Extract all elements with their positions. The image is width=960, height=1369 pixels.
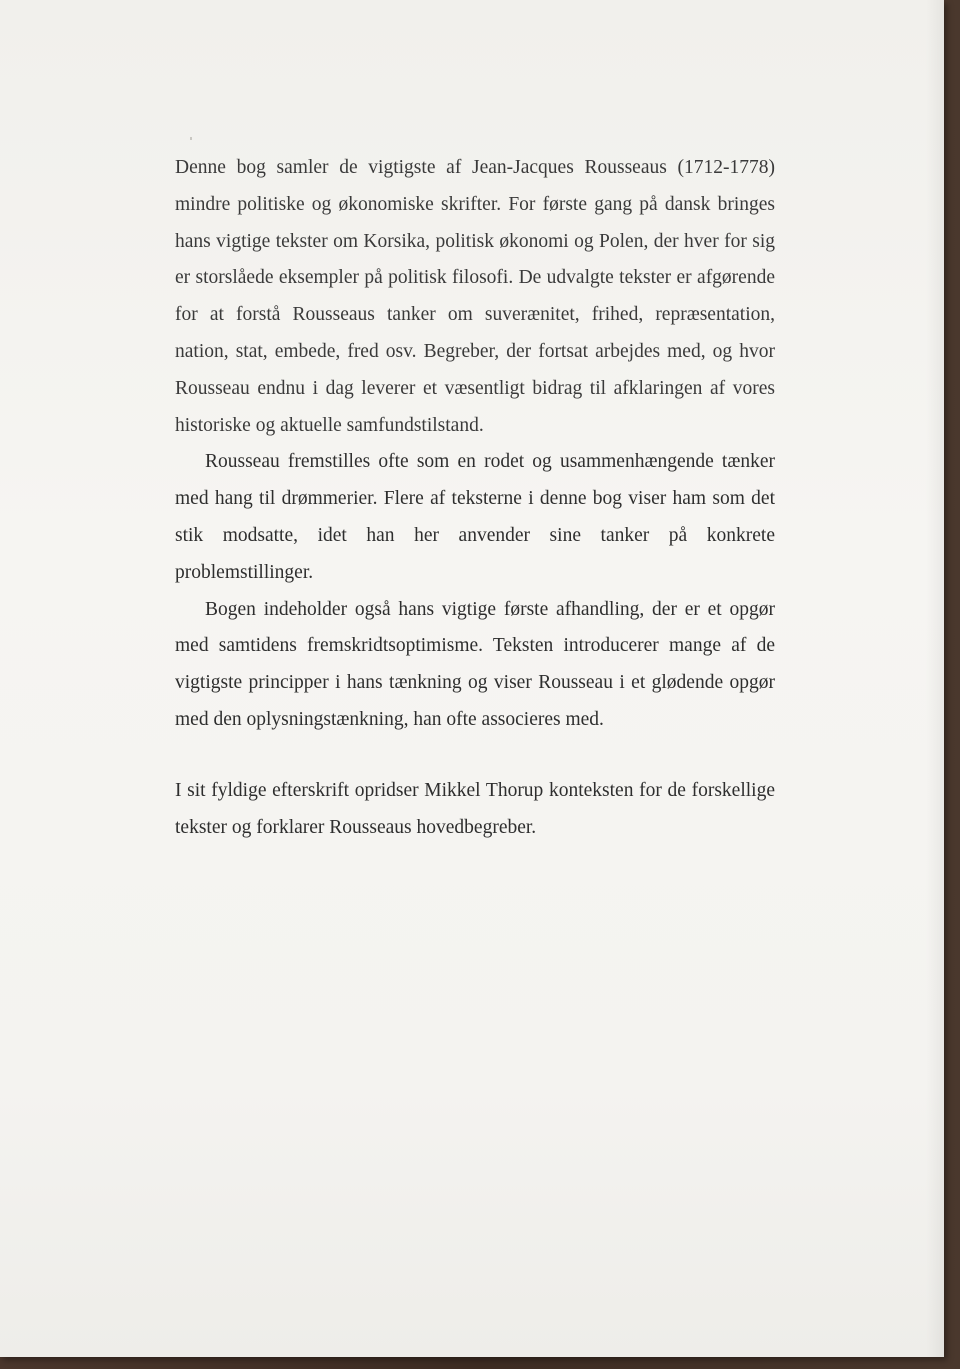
afterword-note: I sit fyldige efterskrift opridser Mikkel Thorup konteksten for de forskellige tekster og forklarer Rousseaus hovedbegreber. bbox=[175, 779, 775, 838]
cover-edge-shadow bbox=[926, 0, 944, 1357]
blurb-paragraph-2: Rousseau fremstilles ofte som en rodet og usammenhængende tænker med hang til drømmerier. Flere af teksterne i denne bog viser ham som det stik modsatte, idet han her anvender sine tanker på konkrete problemstillinger. bbox=[175, 451, 775, 583]
paper-speck bbox=[190, 137, 192, 140]
blurb-text bbox=[175, 150, 775, 846]
blurb-paragraph-1: Denne bog samler de vigtigste af Jean-Jacques Rousseaus (1712-1778) mindre politiske og økonomiske skrifter. For første gang på dansk bringes hans vigtige tekster om Korsika, politisk økonomi og Polen, der hver for sig er storslåede eksempler på politisk filosofi. De udvalgte tekster er afgørende for at forstå Rousseaus tanker om suverænitet, frihed, repræsentation, nation, stat, embede, fred osv. Begreber, der fortsat arbejdes med, og hvor Rousseau endnu i dag leverer et væsentligt bidrag til afklaringen af vores historiske og aktuelle samfundstilstand. bbox=[175, 157, 775, 436]
blurb-paragraph-3: Bogen indeholder også hans vigtige første afhandling, der er et opgør med samtidens fremskridtsoptimisme. Teksten introducerer mange af de vigtigste principper i hans tænkning og viser Rousseau i et glødende opgør med den oplysningstænkning, han ofte associeres med. bbox=[175, 598, 775, 730]
